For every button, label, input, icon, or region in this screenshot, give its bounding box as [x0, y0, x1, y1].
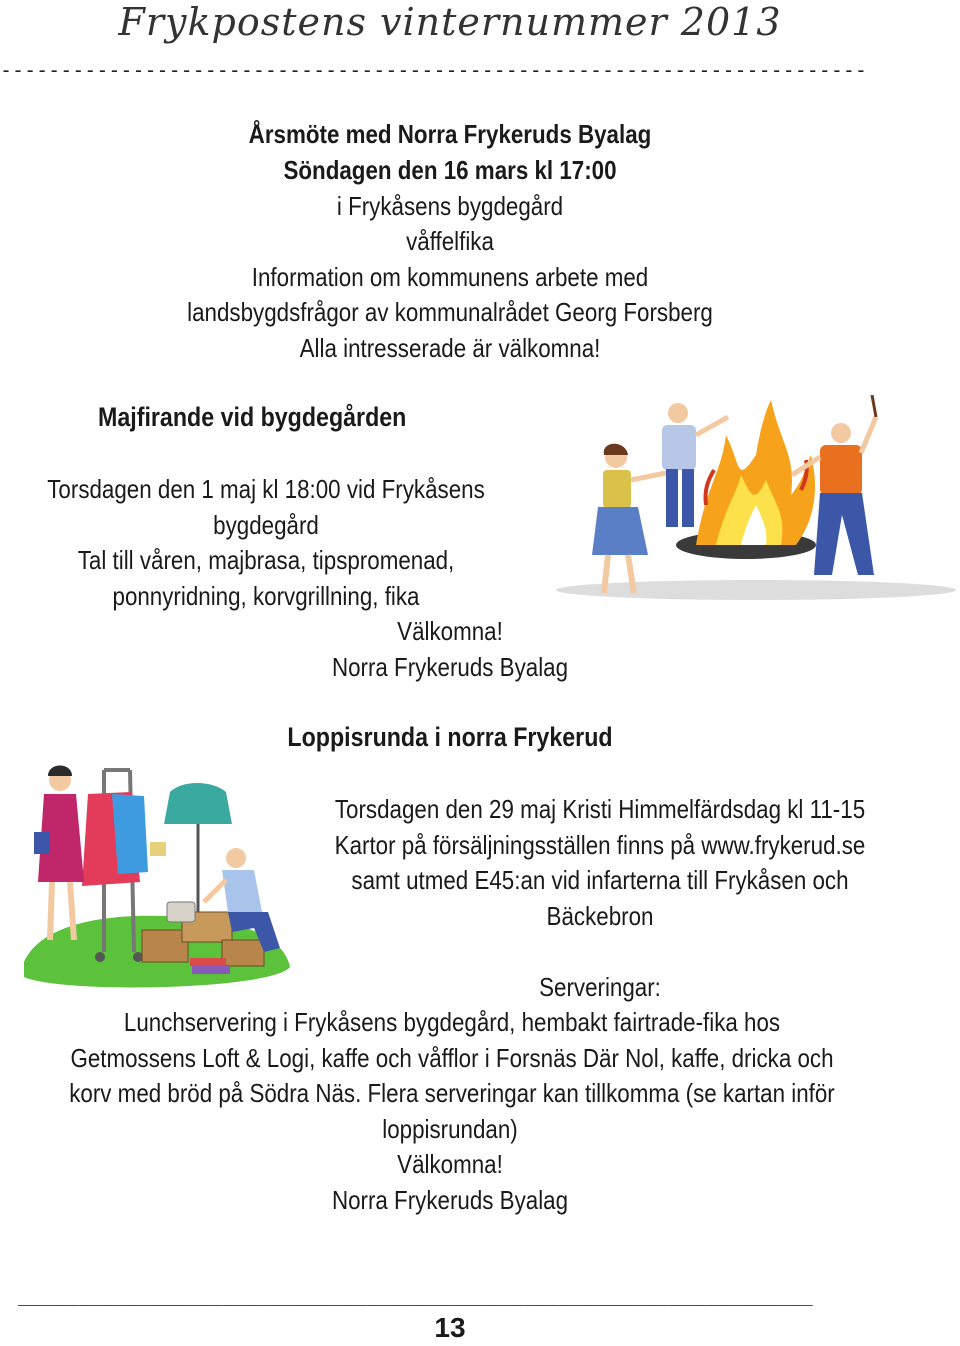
majfirande-heading: Majfirande vid bygdegården — [98, 402, 407, 432]
arsmote-venue: i Frykåsens bygdegård — [336, 191, 564, 221]
majfirande-welcome: Välkomna! — [397, 616, 503, 646]
loppis-welcome: Välkomna! — [397, 1149, 503, 1179]
majfirande-line-1: Torsdagen den 1 maj kl 18:00 vid Frykåsens — [47, 474, 485, 504]
loppis-line-3: samt utmed E45:an vid infarterna till Frykåsen och — [351, 865, 849, 895]
bottom-divider: __________________________________________________________________ — [18, 1282, 813, 1306]
flea-market-illustration — [22, 762, 292, 994]
bonfire-illustration — [556, 395, 956, 605]
serveringar-label: Serveringar: — [539, 972, 661, 1002]
serveringar-line-3: korv med bröd på Södra Näs. Flera serveringar kan tillkomma (se kartan inför — [69, 1078, 835, 1108]
loppis-line-1: Torsdagen den 29 maj Kristi Himmelfärdsdag kl 11-15 — [334, 794, 866, 824]
serveringar-line-1: Lunchservering i Frykåsens bygdegård, hembakt fairtrade-fika hos — [123, 1007, 781, 1037]
majfirande-signature: Norra Frykeruds Byalag — [331, 652, 569, 682]
majfirande-line-4: ponnyridning, korvgrillning, fika — [112, 581, 420, 611]
arsmote-title: Årsmöte med Norra Frykeruds Byalag — [248, 119, 652, 149]
arsmote-info-1: Information om kommunens arbete med — [251, 262, 649, 292]
loppis-line-2: Kartor på försäljningsställen finns på www.frykerud.se — [334, 830, 866, 860]
majfirande-line-2: bygdegård — [213, 510, 319, 540]
masthead-title: Frykpostens vinternummer 2013 — [118, 0, 782, 44]
loppis-line-4: Bäckebron — [546, 901, 654, 931]
arsmote-welcome: Alla intresserade är välkomna! — [299, 333, 601, 363]
top-divider: ------------------------------------------------------------------------ — [0, 58, 867, 82]
arsmote-fika: våffelfika — [406, 226, 494, 256]
arsmote-date: Söndagen den 16 mars kl 17:00 — [283, 155, 617, 185]
loppis-heading: Loppisrunda i norra Frykerud — [287, 722, 613, 752]
loppis-signature: Norra Frykeruds Byalag — [331, 1185, 569, 1215]
majfirande-line-3: Tal till våren, majbrasa, tipspromenad, — [77, 545, 455, 575]
serveringar-line-2: Getmossens Loft & Logi, kaffe och våfflor i Forsnäs Där Nol, kaffe, dricka och — [70, 1043, 834, 1073]
arsmote-info-2: landsbygdsfrågor av kommunalrådet Georg Forsberg — [187, 297, 713, 327]
serveringar-line-4: loppisrundan) — [382, 1114, 518, 1144]
page-number: 13 — [434, 1312, 466, 1343]
